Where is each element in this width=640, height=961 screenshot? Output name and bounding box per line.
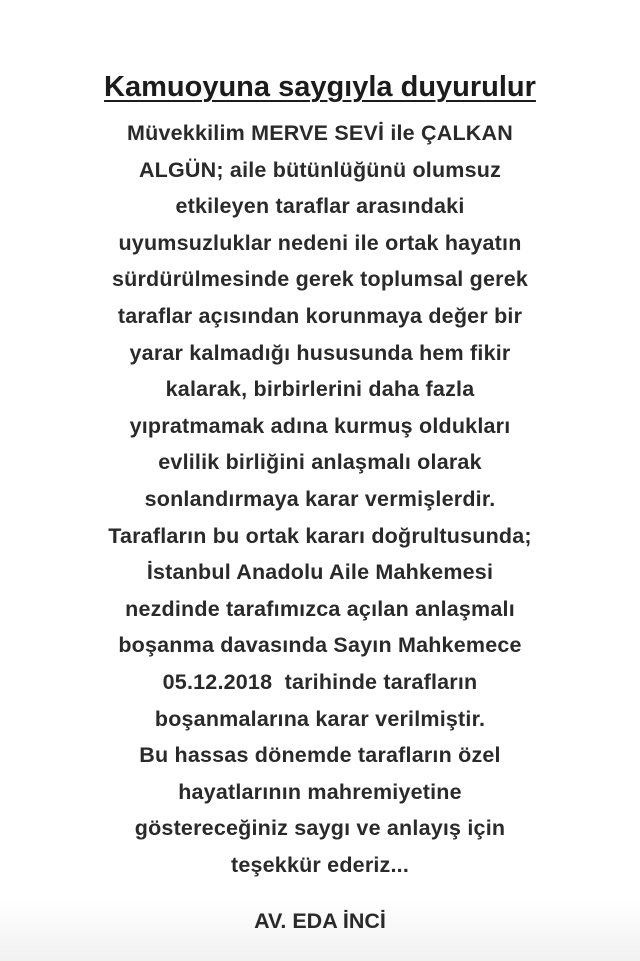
body-line: nezdinde tarafımızca açılan anlaşmalı: [125, 596, 515, 621]
announcement-title-text: Kamuoyuna saygıyla duyurulur: [104, 71, 536, 103]
body-line: göstereceğiniz saygı ve anlayış için: [134, 816, 506, 841]
body-line: kalarak, birbirlerini daha fazla: [165, 377, 475, 402]
announcement-body: [0, 115, 640, 883]
body-line: yıpratmamak adına kurmuş oldukları: [129, 413, 511, 438]
body-line: uyumsuzluklar nedeni ile ortak hayatın: [118, 230, 522, 255]
body-line: boşanma davasında Sayın Mahkemece: [118, 633, 522, 658]
body-line: Bu hassas dönemde tarafların özel: [139, 743, 501, 768]
body-line: hayatlarının mahremiyetine: [178, 779, 462, 804]
body-line: sürdürülmesinde gerek toplumsal gerek: [111, 267, 529, 292]
body-line: Tarafların bu ortak kararı doğrultusunda;: [108, 523, 532, 548]
body-line: evlilik birliğini anlaşmalı olarak: [158, 450, 482, 475]
body-line: teşekkür ederiz...: [230, 852, 410, 877]
body-line: ALGÜN; aile bütünlüğünü olumsuz: [138, 157, 502, 182]
body-line: etkileyen taraflar arasındaki: [175, 194, 465, 219]
signature: AV. EDA İNCİ: [254, 909, 386, 933]
body-line: 05.12.2018 tarihinde tarafların: [162, 669, 478, 694]
body-line: Müvekkilim MERVE SEVİ ile ÇALKAN: [127, 121, 513, 145]
announcement-title: [0, 69, 640, 105]
body-line: sonlandırmaya karar vermişlerdir.: [144, 486, 496, 511]
body-line: İstanbul Anadolu Aile Mahkemesi: [146, 560, 494, 585]
body-line: taraflar açısından korunmaya değer bir: [117, 303, 523, 328]
body-line: boşanmalarına karar verilmiştir.: [154, 706, 486, 731]
body-line: yarar kalmadığı hususunda hem fikir: [129, 340, 511, 365]
